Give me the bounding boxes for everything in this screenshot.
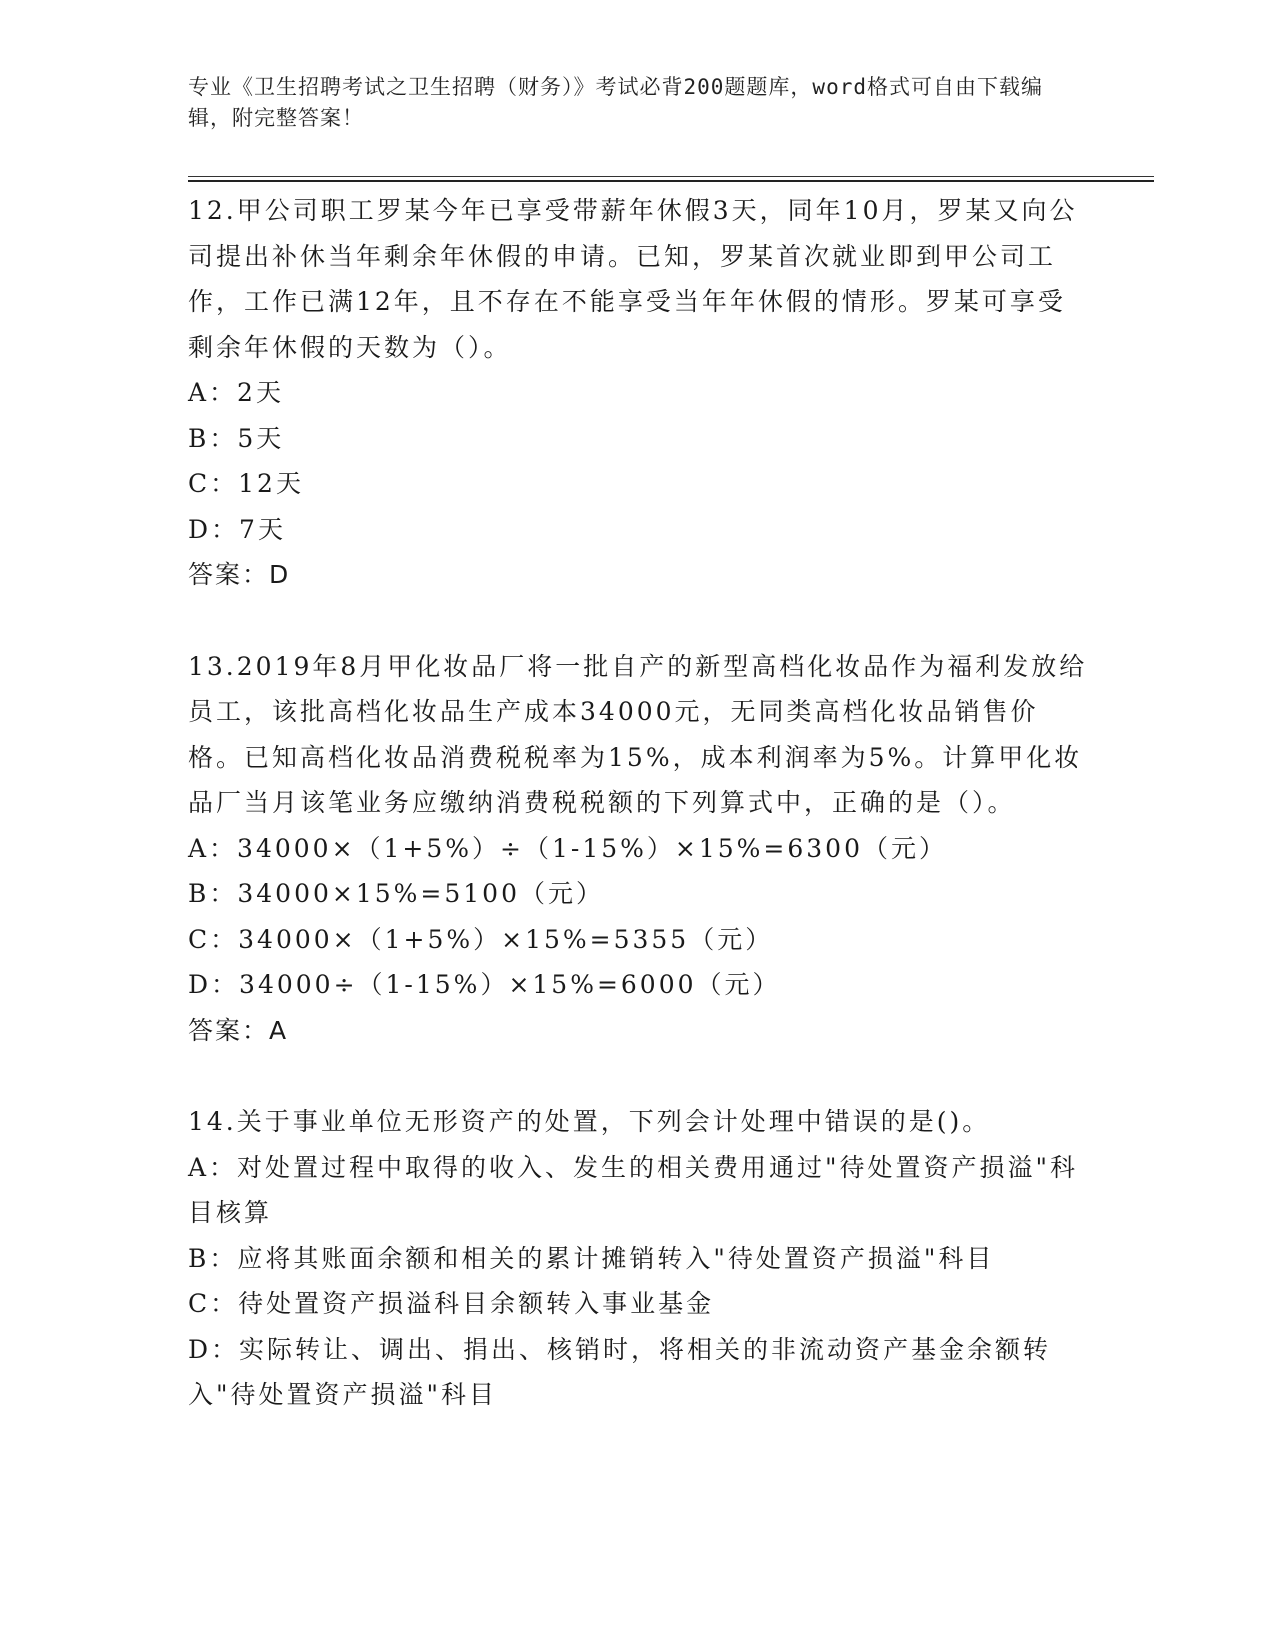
question-12	[188, 188, 1088, 598]
document-header: 专业《卫生招聘考试之卫生招聘（财务）》考试必背200题题库，word格式可自由下载编辑，附完整答案！	[188, 75, 1043, 130]
option-a: A：2天	[188, 378, 284, 407]
option-b: B：应将其账面余额和相关的累计摊销转入"待处置资产损溢"科目	[188, 1243, 995, 1273]
header-divider-thin	[188, 176, 1154, 177]
question-spacer	[188, 598, 1088, 644]
option-b: B：34000×15%=5100（元）	[188, 879, 604, 908]
option-b: B：5天	[188, 423, 285, 453]
option-c: C：34000×（1+5%）×15%=5355（元）	[188, 924, 774, 954]
question-text: 13.2019年8月甲化妆品厂将一批自产的新型高档化妆品作为福利发放给员工，该批高档化妆品生产成本34000元，无同类高档化妆品销售价格。已知高档化妆品消费税税率为15%，成本利润率为5%。计算甲化妆品厂当月该笔业务应缴纳消费税税额的下列算式中，正确的是（）。	[188, 651, 1088, 817]
option-c: C：待处置资产损溢科目余额转入事业基金	[188, 1289, 715, 1318]
option-d: D：34000÷（1-15%）×15%=6000（元）	[188, 970, 781, 999]
question-spacer	[188, 1053, 1088, 1099]
option-d: D：7天	[188, 514, 286, 544]
option-a: A：34000×（1+5%）÷（1-15%）×15%=6300（元）	[188, 833, 947, 863]
question-list	[188, 188, 1088, 1418]
answer: 答案：A	[188, 1015, 289, 1045]
option-a: A：对处置过程中取得的收入、发生的相关费用通过"待处置资产损溢"科目核算	[188, 1152, 1079, 1227]
question-text: 14.关于事业单位无形资产的处置，下列会计处理中错误的是()。	[188, 1107, 991, 1136]
header-divider-thick	[188, 180, 1154, 182]
option-c: C：12天	[188, 469, 304, 498]
option-d: D：实际转让、调出、捐出、核销时，将相关的非流动资产基金余额转入"待处置资产损溢"科目	[188, 1334, 1052, 1409]
answer: 答案：D	[188, 560, 291, 589]
question-13	[188, 644, 1088, 1054]
question-text: 12.甲公司职工罗某今年已享受带薪年休假3天，同年10月，罗某又向公司提出补休当年剩余年休假的申请。已知，罗某首次就业即到甲公司工作，工作已满12年，且不存在不能享受当年年休假的情形。罗某可享受剩余年休假的天数为（）。	[188, 196, 1078, 362]
question-14	[188, 1099, 1088, 1418]
